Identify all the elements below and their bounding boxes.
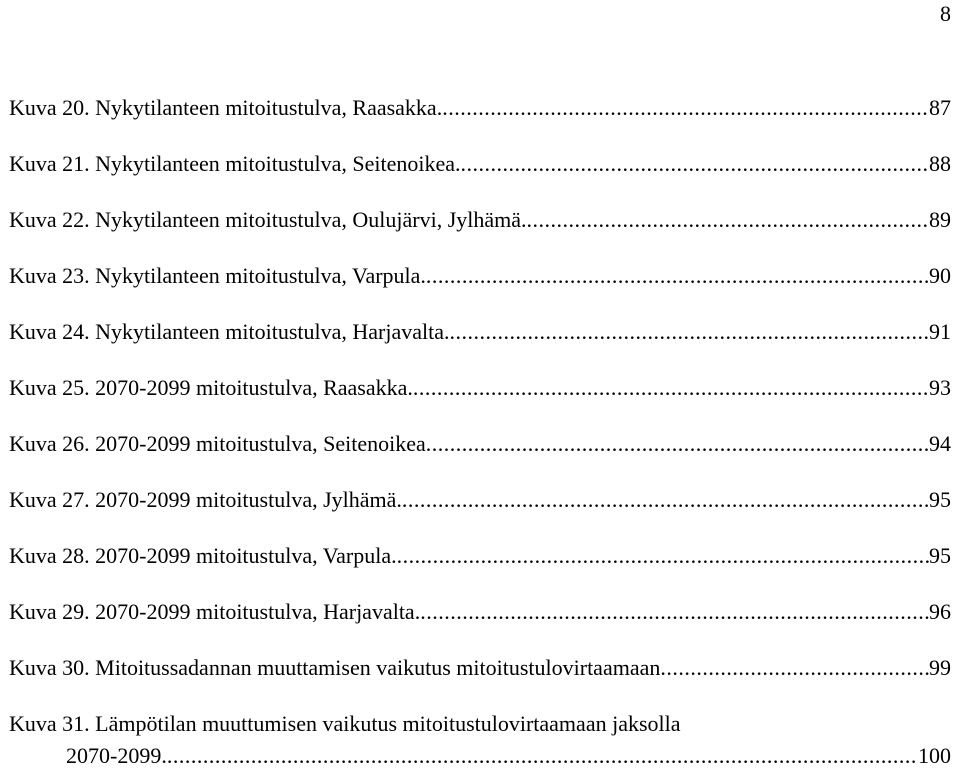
page-number: 8 — [940, 1, 951, 26]
toc-entry-kuva-26 — [9, 416, 951, 472]
toc-entry-label: Kuva 30. Mitoitussadannan muuttamisen vaikutus mitoitustulovirtaamaan — [9, 655, 661, 680]
toc-entry-label: Kuva 29. 2070-2099 mitoitustulva, Harjavalta. — [9, 599, 421, 624]
dot-leader — [426, 416, 929, 472]
dot-leader — [397, 528, 929, 584]
toc-entry-label-continued: 2070-2099. — [66, 743, 167, 768]
toc-entry-kuva-24 — [9, 304, 951, 360]
toc-entry-page: 91 — [929, 319, 951, 344]
toc-entry-label: Kuva 28. 2070-2099 mitoitustulva, Varpula. — [9, 543, 397, 568]
toc-entry-label: Kuva 21. Nykytilanteen mitoitustulva, Seitenoikea. — [9, 151, 461, 176]
toc-entry-label: Kuva 22. Nykytilanteen mitoitustulva, Oulujärvi, Jylhämä. — [9, 207, 527, 232]
toc-entry-kuva-31 — [9, 696, 951, 784]
toc-entry-page: 95 — [929, 487, 951, 512]
toc-entry-kuva-25 — [9, 360, 951, 416]
dot-leader — [660, 640, 929, 696]
toc-entry-label: Kuva 31. Lämpötilan muuttumisen vaikutus mitoitustulovirtaamaan jaksolla — [9, 711, 681, 736]
toc-entry-page: 95 — [929, 543, 951, 568]
toc-entry-page: 90 — [929, 263, 951, 288]
dot-leader — [450, 304, 929, 360]
toc-entry-page: 99 — [929, 655, 951, 680]
toc-entry-kuva-22 — [9, 192, 951, 248]
toc-entry-page: 96 — [929, 599, 951, 624]
dot-leader — [442, 80, 929, 136]
toc-entry-label: Kuva 23. Nykytilanteen mitoitustulva, Varpula. — [9, 263, 426, 288]
figure-list — [9, 80, 951, 784]
dot-leader — [420, 584, 929, 640]
toc-entry-kuva-23 — [9, 248, 951, 304]
toc-entry-label: Kuva 20. Nykytilanteen mitoitustulva, Raasakka. — [9, 95, 443, 120]
dot-leader — [413, 360, 929, 416]
toc-entry-page: 93 — [929, 375, 951, 400]
dot-leader — [402, 472, 929, 528]
toc-entry-kuva-30 — [9, 640, 951, 696]
toc-entry-kuva-21 — [9, 136, 951, 192]
toc-entry-kuva-20 — [9, 80, 951, 136]
dot-leader — [167, 740, 918, 772]
toc-entry-page: 94 — [929, 431, 951, 456]
toc-entry-page: 87 — [929, 95, 951, 120]
toc-entry-kuva-29 — [9, 584, 951, 640]
dot-leader — [426, 248, 929, 304]
toc-entry-label: Kuva 24. Nykytilanteen mitoitustulva, Harjavalta. — [9, 319, 450, 344]
toc-entry-page: 89 — [929, 207, 951, 232]
toc-entry-kuva-27 — [9, 472, 951, 528]
dot-leader — [527, 192, 929, 248]
toc-entry-page: 88 — [929, 151, 951, 176]
toc-entry-page: 100 — [918, 743, 951, 768]
toc-entry-label: Kuva 25. 2070-2099 mitoitustulva, Raasakka. — [9, 375, 413, 400]
dot-leader — [461, 136, 929, 192]
toc-entry-label: Kuva 27. 2070-2099 mitoitustulva, Jylhämä. — [9, 487, 402, 512]
toc-entry-kuva-28 — [9, 528, 951, 584]
toc-entry-label: Kuva 26. 2070-2099 mitoitustulva, Seitenoikea — [9, 431, 426, 456]
